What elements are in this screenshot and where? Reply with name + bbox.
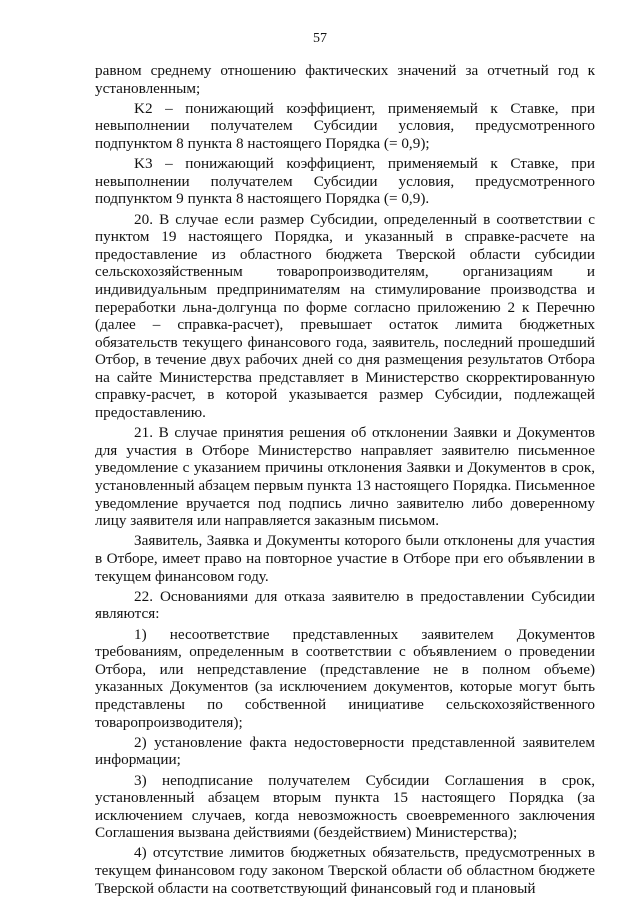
paragraph-22: 22. Основаниями для отказа заявителю в предоставлении Субсидии являются: <box>95 587 595 623</box>
paragraph-22-item-4: 4) отсутствие лимитов бюджетных обязательств, предусмотренных в текущем финансовом году законом Тверской области об областном бюджете Тверской области на соответствующий финансовый год и плановый <box>95 844 595 897</box>
paragraph-22-item-1: 1) несоответствие представленных заявителем Документов требованиям, определенным в соответствии с объявлением о проведении Отбора, или непредставление (представление не в полном объеме) указанных Документов (за исключением документов, которые могут быть представлены по собственной инициативе сельскохозяйственного товаропроизводителя); <box>95 625 595 731</box>
document-body <box>95 62 595 900</box>
paragraph-k3: K3 – понижающий коэффициент, применяемый к Ставке, при невыполнении получателем Субсидии условия, предусмотренного подпунктом 9 пункта 8 настоящего Порядка (= 0,9). <box>95 155 595 208</box>
paragraph-22-item-3: 3) неподписание получателем Субсидии Соглашения в срок, установленный абзацем вторым пункта 15 настоящего Порядка (за исключением случаев, когда невозможность своевременного заключения Соглашения вызвана действиями (бездействием) Министерства); <box>95 771 595 842</box>
paragraph-k2: K2 – понижающий коэффициент, применяемый к Ставке, при невыполнении получателем Субсидии условия, предусмотренного подпунктом 8 пункта 8 настоящего Порядка (= 0,9); <box>95 99 595 152</box>
paragraph-continuation: равном среднему отношению фактических значений за отчетный год к установленным; <box>95 62 595 97</box>
paragraph-20: 20. В случае если размер Субсидии, определенный в соответствии с пунктом 19 настоящего Порядка, и указанный в справке-расчете на предоставление из областного бюджета Тверской области субсидии сельскохозяйственным товаропроизводителям, организациям и индивидуальным предпринимателям на стимулирование производства и переработки льна-долгунца по форме согласно приложению 2 к Перечню (далее – справка-расчет), превышает остаток лимита бюджетных обязательств текущего финансового года, заявитель, последний прошедший Отбор, в течение двух рабочих дней со дня размещения результатов Отбора на сайте Министерства представляет в Министерство скорректированную справку-расчет, в которой указывается размер Субсидии, подлежащей предоставлению. <box>95 210 595 422</box>
paragraph-21: 21. В случае принятия решения об отклонении Заявки и Документов для участия в Отборе Министерство направляет заявителю письменное уведомление с указанием причины отклонения Заявки и Документов в срок, установленный абзацем первым пункта 13 настоящего Порядка. Письменное уведомление вручается под подпись лично заявителю либо доверенному лицу заявителя или направляется заказным письмом. <box>95 424 595 530</box>
paragraph-21-repeat: Заявитель, Заявка и Документы которого были отклонены для участия в Отборе, имеет право на повторное участие в Отборе при его объявлении в текущем финансовом году. <box>95 532 595 585</box>
paragraph-22-item-2: 2) установление факта недостоверности представленной заявителем информации; <box>95 733 595 769</box>
page-number: 57 <box>313 31 327 46</box>
